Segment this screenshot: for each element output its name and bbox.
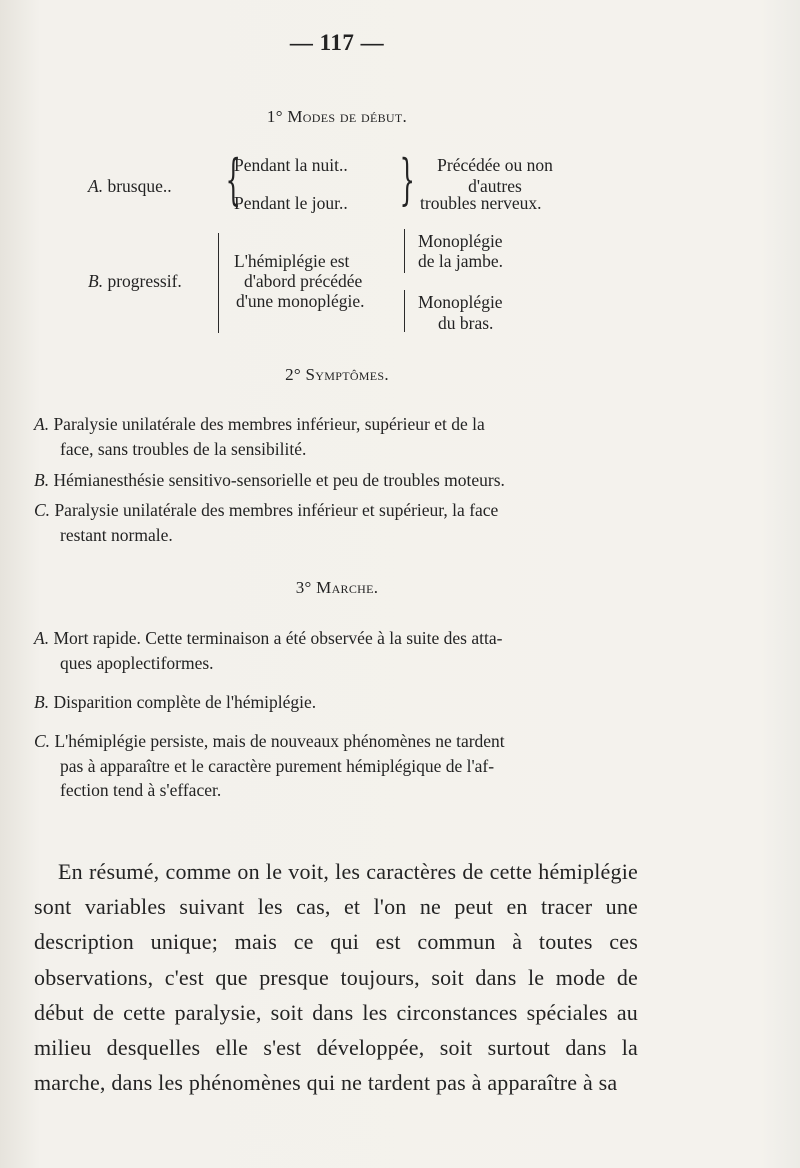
- left-bracket-row-b: [218, 233, 219, 333]
- symptom-item-c-letter: C.: [34, 500, 51, 520]
- marche-item-c-letter: C.: [34, 731, 51, 751]
- row-b-middle-3: d'une monoplégie.: [236, 291, 365, 311]
- symptom-item-b-line1: Hémianesthésie sensitivo-sensorielle et peu de troubles moteurs.: [53, 470, 505, 490]
- marche-item-b-letter: B.: [34, 692, 50, 712]
- symptom-item-c-line2: restant normale.: [60, 524, 173, 545]
- marche-item-c-line1: L'hémiplégie persiste, mais de nouveaux phénomènes ne tardent: [54, 731, 505, 751]
- marche-item-a: [34, 626, 638, 675]
- symptom-item-b-letter: B.: [34, 470, 50, 490]
- symptom-item-a-line1: Paralysie unilatérale des membres inférieur, supérieur et de la: [53, 414, 485, 434]
- marche-item-a-line1: Mort rapide. Cette terminaison a été observée à la suite des atta-: [53, 628, 503, 648]
- row-b-right-top-1: Monoplégie: [418, 231, 503, 251]
- symptom-item-c: [34, 498, 638, 547]
- marche-item-a-letter: A.: [34, 628, 50, 648]
- section-heading-symptomes: 2° Symptômes.: [285, 365, 389, 384]
- row-b-label-text: progressif.: [103, 271, 182, 291]
- marche-item-a-line2: ques apoplectiformes.: [60, 652, 214, 673]
- row-b-middle-1: L'hémiplégie est: [234, 251, 350, 271]
- marche-item-c-line2: pas à apparaître et le caractère purement hémiplégique de l'af-: [60, 755, 495, 776]
- row-b-right-bottom-1: Monoplégie: [418, 292, 503, 312]
- symptom-item-a: [34, 412, 638, 461]
- right-brace-row-a: }: [399, 148, 415, 211]
- marche-item-b-line1: Disparition complète de l'hémiplégie.: [53, 692, 317, 712]
- row-a-middle-1: Pendant la nuit..: [234, 155, 348, 175]
- left-brace-row-a: {: [225, 148, 241, 211]
- row-a-right-3: troubles nerveux.: [420, 193, 542, 213]
- row-b-letter: B.: [88, 271, 104, 291]
- right-bracket-row-b-bottom: [404, 290, 405, 332]
- section-heading-marche: 3° Marche.: [295, 578, 379, 597]
- row-a-label-text: brusque..: [103, 176, 172, 196]
- marche-item-b: [34, 690, 638, 715]
- row-b-label: [88, 271, 182, 292]
- row-a-label: [88, 176, 172, 197]
- row-b-right-bottom-2: du bras.: [438, 313, 494, 333]
- symptom-item-c-line1: Paralysie unilatérale des membres inférieur et supérieur, la face: [54, 500, 499, 520]
- row-a-right-1: Précédée ou non: [437, 155, 553, 175]
- row-a-letter: A.: [88, 176, 104, 196]
- marche-item-c: [34, 729, 638, 803]
- right-bracket-row-b-top: [404, 229, 405, 273]
- page-number: — 117 —: [289, 30, 385, 55]
- row-b-middle-2: d'abord précédée: [244, 271, 363, 291]
- symptom-item-b: [34, 468, 638, 493]
- body-paragraph: En résumé, comme on le voit, les caractères de cette hémiplégie sont variables suivant les cas, et l'on ne peut en tracer une description unique; mais ce qui est commun à toutes ces observations, c'est que presque toujours, soit dans le mode de début de cette paralysie, soit dans les circonstances spéciales au milieu desquelles elle s'est développée, soit surtout dans la marche, dans les phénomènes qui ne tardent pas à apparaître à sa: [34, 859, 638, 1096]
- section-heading-modes-de-debut: 1° Modes de début.: [266, 107, 408, 126]
- symptom-item-a-line2: face, sans troubles de la sensibilité.: [60, 438, 307, 459]
- row-b-right-top-2: de la jambe.: [418, 251, 504, 271]
- marche-item-c-line3: fection tend à s'effacer.: [60, 780, 222, 800]
- row-a-middle-2: Pendant le jour..: [234, 193, 348, 213]
- row-a-right-2: d'autres: [468, 176, 522, 196]
- symptom-item-a-letter: A.: [34, 414, 50, 434]
